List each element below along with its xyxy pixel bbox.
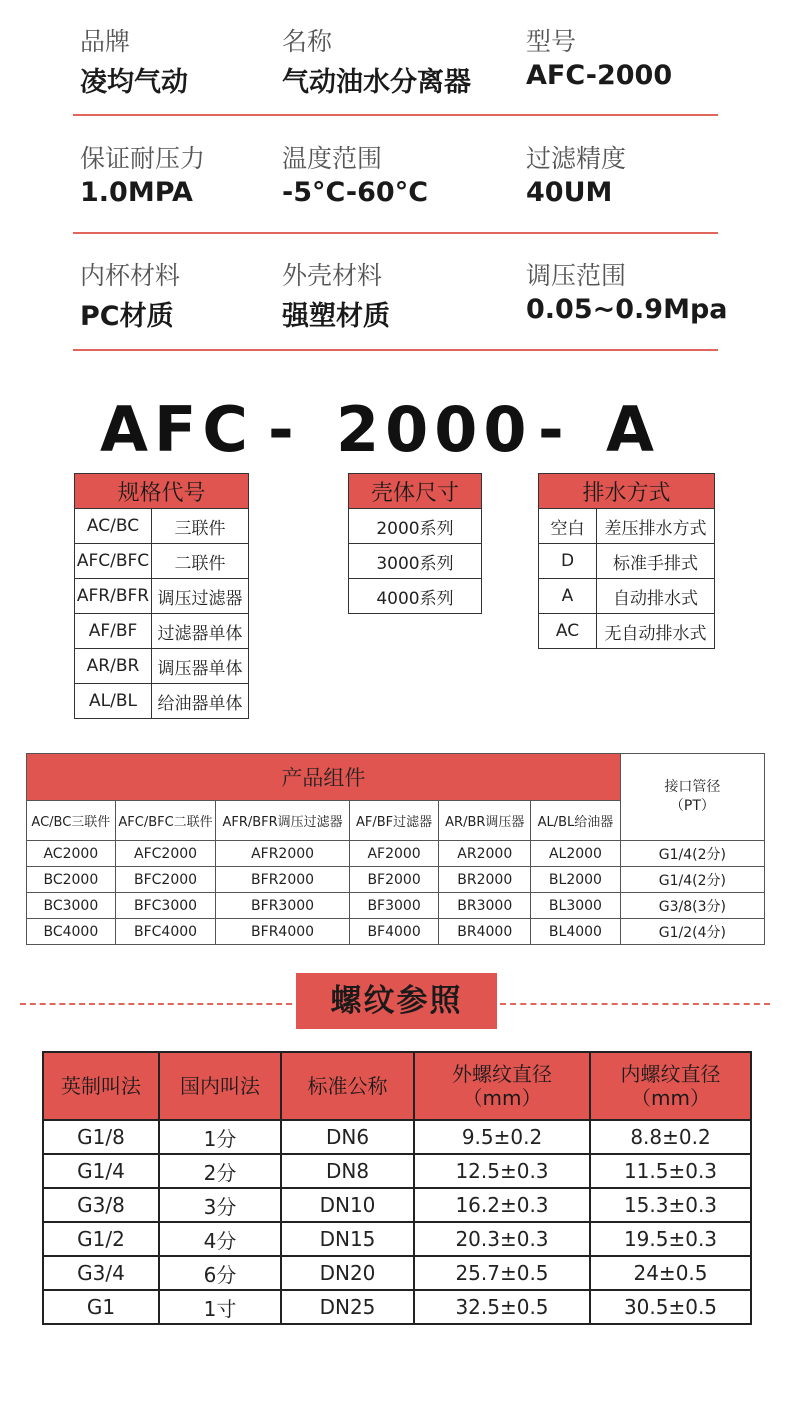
table-cell: BC3000 bbox=[27, 893, 116, 919]
name-cell: 差压排水方式 bbox=[597, 509, 715, 544]
table-cell: 8.8±0.2 bbox=[590, 1120, 751, 1154]
table-cell: DN6 bbox=[281, 1120, 414, 1154]
table-row bbox=[27, 867, 765, 893]
table-cell: BC4000 bbox=[27, 919, 116, 945]
code-cell: 空白 bbox=[539, 509, 597, 544]
table-row bbox=[43, 1222, 751, 1256]
table-row bbox=[43, 1120, 751, 1154]
table-cell: 30.5±0.5 bbox=[590, 1290, 751, 1324]
spec-value: -5°C-60°C bbox=[282, 177, 429, 208]
column-header: AR/BR调压器 bbox=[439, 801, 531, 841]
code-cell: D bbox=[539, 544, 597, 579]
table-cell: G1/4 bbox=[43, 1154, 159, 1188]
table-cell: 20.3±0.3 bbox=[414, 1222, 590, 1256]
table-cell: G1/2(4分) bbox=[620, 919, 764, 945]
table-cell: 11.5±0.3 bbox=[590, 1154, 751, 1188]
spec-value: PC材质 bbox=[80, 301, 174, 332]
spec-code-title: 规格代号 bbox=[75, 474, 249, 509]
table-cell: BL2000 bbox=[531, 867, 621, 893]
table-cell: 12.5±0.3 bbox=[414, 1154, 590, 1188]
header-label: 外螺纹直径 bbox=[452, 1062, 552, 1086]
table-cell: BL3000 bbox=[531, 893, 621, 919]
spec-code-table bbox=[74, 473, 249, 719]
port-size-header-unit: （PT） bbox=[669, 798, 715, 814]
size-cell: 2000系列 bbox=[349, 509, 482, 544]
table-cell: 9.5±0.2 bbox=[414, 1120, 590, 1154]
table-row bbox=[43, 1154, 751, 1188]
model-code-series: AFC bbox=[100, 393, 254, 466]
table-cell: BF3000 bbox=[349, 893, 439, 919]
table-cell: BFR4000 bbox=[216, 919, 349, 945]
column-header: AFR/BFR调压过滤器 bbox=[216, 801, 349, 841]
table-cell: G1 bbox=[43, 1290, 159, 1324]
table-row bbox=[27, 893, 765, 919]
column-header bbox=[590, 1052, 751, 1120]
table-cell: AC2000 bbox=[27, 841, 116, 867]
code-cell: AFC/BFC bbox=[75, 544, 152, 579]
table-cell: BR2000 bbox=[439, 867, 531, 893]
port-size-header bbox=[620, 754, 764, 841]
spec-value: AFC-2000 bbox=[526, 60, 673, 91]
table-cell: 16.2±0.3 bbox=[414, 1188, 590, 1222]
name-cell: 自动排水式 bbox=[597, 579, 715, 614]
table-cell: DN25 bbox=[281, 1290, 414, 1324]
divider bbox=[73, 232, 718, 234]
table-row bbox=[75, 614, 249, 649]
table-row bbox=[75, 509, 249, 544]
thread-table bbox=[42, 1051, 752, 1325]
code-cell: AC bbox=[539, 614, 597, 649]
size-cell: 4000系列 bbox=[349, 579, 482, 614]
table-cell: BF2000 bbox=[349, 867, 439, 893]
table-cell: DN15 bbox=[281, 1222, 414, 1256]
table-cell: BL4000 bbox=[531, 919, 621, 945]
table-row bbox=[349, 544, 482, 579]
code-cell: AF/BF bbox=[75, 614, 152, 649]
table-cell: 1寸 bbox=[159, 1290, 281, 1324]
header-label: 英制叫法 bbox=[61, 1074, 141, 1098]
table-row bbox=[75, 544, 249, 579]
table-row bbox=[43, 1256, 751, 1290]
table-cell: 32.5±0.5 bbox=[414, 1290, 590, 1324]
column-header: AFC/BFC二联件 bbox=[115, 801, 216, 841]
column-header bbox=[281, 1052, 414, 1120]
code-cell: AFR/BFR bbox=[75, 579, 152, 614]
name-cell: 调压过滤器 bbox=[152, 579, 249, 614]
table-row bbox=[539, 614, 715, 649]
spec-label: 名称 bbox=[282, 27, 333, 56]
table-cell: G3/8(3分) bbox=[620, 893, 764, 919]
table-cell: AFC2000 bbox=[115, 841, 216, 867]
name-cell: 无自动排水式 bbox=[597, 614, 715, 649]
table-row bbox=[539, 509, 715, 544]
table-cell: G1/4(2分) bbox=[620, 841, 764, 867]
table-row bbox=[349, 579, 482, 614]
table-row bbox=[75, 684, 249, 719]
components-table bbox=[26, 753, 765, 945]
size-cell: 3000系列 bbox=[349, 544, 482, 579]
header-label: 国内叫法 bbox=[180, 1074, 260, 1098]
header-label: 内螺纹直径 bbox=[620, 1062, 721, 1086]
spec-value: 1.0MPA bbox=[80, 177, 193, 208]
spec-label: 品牌 bbox=[80, 27, 131, 56]
spec-value: 40UM bbox=[526, 177, 613, 208]
port-size-header-label: 接口管径 bbox=[664, 779, 721, 795]
spec-value: 凌均气动 bbox=[80, 67, 188, 98]
table-row bbox=[43, 1290, 751, 1324]
name-cell: 二联件 bbox=[152, 544, 249, 579]
table-cell: AFR2000 bbox=[216, 841, 349, 867]
table-cell: 6分 bbox=[159, 1256, 281, 1290]
header-unit: （mm） bbox=[462, 1086, 542, 1110]
table-cell: BF4000 bbox=[349, 919, 439, 945]
drain-method-table bbox=[538, 473, 715, 649]
code-cell: A bbox=[539, 579, 597, 614]
table-cell: 24±0.5 bbox=[590, 1256, 751, 1290]
name-cell: 给油器单体 bbox=[152, 684, 249, 719]
table-cell: 25.7±0.5 bbox=[414, 1256, 590, 1290]
table-cell: 3分 bbox=[159, 1188, 281, 1222]
table-cell: BR3000 bbox=[439, 893, 531, 919]
table-cell: 2分 bbox=[159, 1154, 281, 1188]
table-row bbox=[75, 649, 249, 684]
model-code-separator: - bbox=[538, 393, 570, 466]
table-cell: AR2000 bbox=[439, 841, 531, 867]
table-cell: G1/2 bbox=[43, 1222, 159, 1256]
components-title: 产品组件 bbox=[27, 754, 621, 801]
dashed-divider-right bbox=[500, 1003, 770, 1005]
name-cell: 标准手排式 bbox=[597, 544, 715, 579]
table-row bbox=[75, 579, 249, 614]
table-cell: DN8 bbox=[281, 1154, 414, 1188]
table-cell: BFR3000 bbox=[216, 893, 349, 919]
table-cell: 15.3±0.3 bbox=[590, 1188, 751, 1222]
model-code-size: 2000 bbox=[336, 393, 533, 466]
body-size-title: 壳体尺寸 bbox=[349, 474, 482, 509]
spec-label: 过滤精度 bbox=[526, 144, 627, 173]
code-cell: AC/BC bbox=[75, 509, 152, 544]
model-code bbox=[0, 393, 790, 473]
drain-method-title: 排水方式 bbox=[539, 474, 715, 509]
header-unit: （mm） bbox=[631, 1086, 710, 1110]
table-cell: BFC2000 bbox=[115, 867, 216, 893]
column-header: AF/BF过滤器 bbox=[349, 801, 439, 841]
table-cell: BC2000 bbox=[27, 867, 116, 893]
spec-value: 0.05~0.9Mpa bbox=[526, 294, 728, 325]
spec-label: 内杯材料 bbox=[80, 261, 181, 290]
table-cell: BR4000 bbox=[439, 919, 531, 945]
table-cell: BFC3000 bbox=[115, 893, 216, 919]
table-row bbox=[539, 579, 715, 614]
column-header: AC/BC三联件 bbox=[27, 801, 116, 841]
spec-value: 强塑材质 bbox=[282, 301, 390, 332]
table-cell: 4分 bbox=[159, 1222, 281, 1256]
dashed-divider-left bbox=[20, 1003, 292, 1005]
column-header bbox=[159, 1052, 281, 1120]
model-code-drain: A bbox=[606, 393, 660, 466]
table-row bbox=[27, 919, 765, 945]
code-cell: AR/BR bbox=[75, 649, 152, 684]
table-cell: BFC4000 bbox=[115, 919, 216, 945]
column-header bbox=[414, 1052, 590, 1120]
column-header bbox=[43, 1052, 159, 1120]
table-row bbox=[27, 841, 765, 867]
thread-section-title: 螺纹参照 bbox=[296, 973, 497, 1029]
table-cell: DN20 bbox=[281, 1256, 414, 1290]
divider bbox=[73, 114, 718, 116]
table-row bbox=[539, 544, 715, 579]
body-size-table bbox=[348, 473, 482, 614]
table-cell: G3/8 bbox=[43, 1188, 159, 1222]
name-cell: 三联件 bbox=[152, 509, 249, 544]
spec-label: 保证耐压力 bbox=[80, 144, 206, 173]
table-cell: G3/4 bbox=[43, 1256, 159, 1290]
spec-label: 温度范围 bbox=[282, 144, 383, 173]
table-cell: G1/8 bbox=[43, 1120, 159, 1154]
table-cell: 1分 bbox=[159, 1120, 281, 1154]
divider bbox=[73, 349, 718, 351]
spec-label: 外壳材料 bbox=[282, 261, 383, 290]
spec-label: 调压范围 bbox=[526, 261, 627, 290]
table-cell: AL2000 bbox=[531, 841, 621, 867]
table-cell: DN10 bbox=[281, 1188, 414, 1222]
model-code-separator: - bbox=[268, 393, 300, 466]
column-header: AL/BL给油器 bbox=[531, 801, 621, 841]
spec-label: 型号 bbox=[526, 27, 577, 56]
table-cell: BFR2000 bbox=[216, 867, 349, 893]
header-label: 标准公称 bbox=[307, 1074, 388, 1098]
name-cell: 过滤器单体 bbox=[152, 614, 249, 649]
name-cell: 调压器单体 bbox=[152, 649, 249, 684]
spec-value: 气动油水分离器 bbox=[282, 67, 471, 98]
table-cell: G1/4(2分) bbox=[620, 867, 764, 893]
code-cell: AL/BL bbox=[75, 684, 152, 719]
table-cell: 19.5±0.3 bbox=[590, 1222, 751, 1256]
table-row bbox=[43, 1188, 751, 1222]
table-row bbox=[349, 509, 482, 544]
table-cell: AF2000 bbox=[349, 841, 439, 867]
